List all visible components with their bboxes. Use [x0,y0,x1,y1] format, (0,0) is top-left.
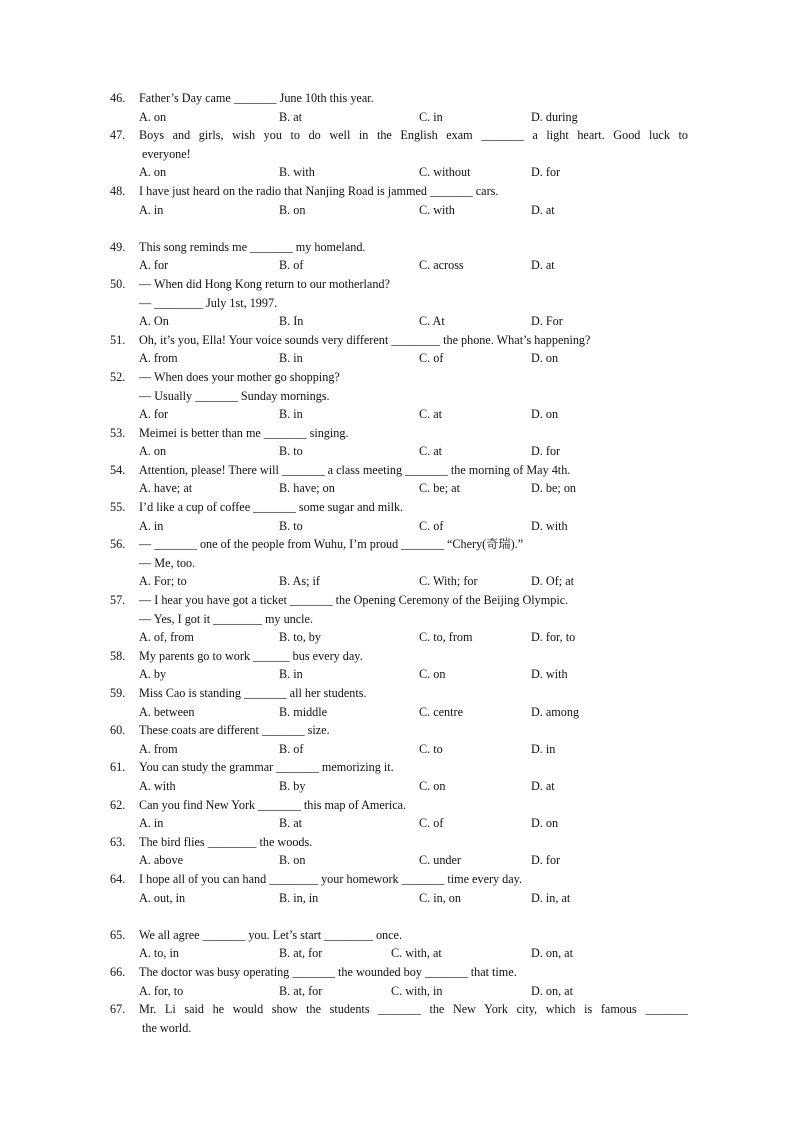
option-a[interactable]: A. On [139,314,169,329]
option-b[interactable]: B. In [279,314,304,329]
question-number: 52. [110,369,126,384]
option-c[interactable]: C. on [419,778,446,793]
option-b[interactable]: B. in [279,667,303,682]
option-c[interactable]: C. of [419,518,444,533]
option-a[interactable]: A. to, in [139,946,179,961]
option-c[interactable]: C. to [419,741,443,756]
question-stem: Boys and girls, wish you to do well in the English exam _______ a light heart. Good luck to [139,128,688,143]
option-a[interactable]: A. of, from [139,630,194,645]
option-c[interactable]: C. of [419,351,444,366]
question-52 [0,368,793,424]
question-number: 66. [110,964,126,979]
question-stem: Mr. Li said he would show the students _______ the New York city, which is famous _______ [139,1002,688,1017]
question-57 [0,591,793,647]
option-b[interactable]: B. of [279,258,304,273]
question-64 [0,870,793,907]
question-66 [0,963,793,1000]
option-b[interactable]: B. at [279,109,303,124]
option-d[interactable]: D. for [531,444,561,459]
option-d[interactable]: D. Of; at [531,574,574,589]
option-a[interactable]: A. in [139,816,164,831]
question-number: 62. [110,797,126,812]
option-d[interactable]: D. on [531,351,559,366]
blank-spacer [0,219,793,238]
question-53 [0,424,793,461]
option-c[interactable]: C. At [419,314,445,329]
question-58 [0,647,793,684]
option-b[interactable]: B. in, in [279,890,319,905]
option-d[interactable]: D. in, at [531,890,571,905]
option-c[interactable]: C. at [419,407,443,422]
question-stem: You can study the grammar _______ memorizing it. [139,760,394,775]
option-c[interactable]: C. without [419,165,471,180]
question-56 [0,535,793,591]
question-49 [0,238,793,275]
option-a[interactable]: A. with [139,778,176,793]
option-a[interactable]: A. for [139,258,169,273]
option-a[interactable]: A. above [139,853,183,868]
option-a[interactable]: A. on [139,444,167,459]
option-c[interactable]: C. with [419,202,455,217]
question-number: 63. [110,834,126,849]
option-a[interactable]: A. from [139,351,178,366]
question-59 [0,684,793,721]
option-d[interactable]: D. at [531,258,555,273]
question-number: 47. [110,128,126,143]
option-c[interactable]: C. centre [419,704,463,719]
question-number: 54. [110,462,126,477]
question-stem: — _______ one of the people from Wuhu, I’m proud _______ “Chery(奇瑞).” [139,537,524,552]
question-stem-reply: — Usually _______ Sunday mornings. [139,388,330,403]
question-stem-reply: — Me, too. [139,555,196,570]
question-number: 64. [110,871,126,886]
option-b[interactable]: B. As; if [279,574,320,589]
exercise-page [0,89,793,1037]
option-b[interactable]: B. with [279,165,315,180]
option-a[interactable]: A. out, in [139,890,186,905]
question-stem: Father’s Day came _______ June 10th this year. [139,91,374,105]
option-c[interactable]: C. with, at [391,946,442,961]
option-d[interactable]: D. at [531,778,555,793]
option-a[interactable]: A. for [139,407,169,422]
option-c[interactable]: C. in [419,109,443,124]
option-b[interactable]: B. of [279,741,304,756]
option-c[interactable]: C. on [419,667,446,682]
option-d[interactable]: D. among [531,704,580,719]
question-55 [0,498,793,535]
question-number: 56. [110,537,126,552]
option-d[interactable]: D. at [531,202,555,217]
option-b[interactable]: B. to [279,444,303,459]
option-a[interactable]: A. on [139,109,167,124]
question-stem-reply: — ________ July 1st, 1997. [139,295,278,310]
question-stem: This song reminds me _______ my homeland. [139,239,366,254]
option-a[interactable]: A. have; at [139,481,193,496]
option-b[interactable]: B. at, for [279,946,323,961]
option-b[interactable]: B. in [279,407,303,422]
blank-spacer [0,907,793,926]
question-stem: — When did Hong Kong return to our motherland? [139,276,390,291]
question-51 [0,331,793,368]
question-50 [0,275,793,331]
option-a[interactable]: A. on [139,165,167,180]
option-d[interactable]: D. for, to [531,630,576,645]
option-c[interactable]: C. be; at [419,481,460,496]
question-stem: My parents go to work ______ bus every day. [139,648,363,663]
option-b[interactable]: B. have; on [279,481,335,496]
question-number: 58. [110,648,126,663]
option-d[interactable]: D. For [531,314,563,329]
question-number: 61. [110,760,126,775]
question-stem: Can you find New York _______ this map of America. [139,797,407,812]
question-stem: Miss Cao is standing _______ all her students. [139,686,367,700]
question-60 [0,721,793,758]
question-stem: Meimei is better than me _______ singing. [139,425,349,440]
option-b[interactable]: B. on [279,202,306,217]
option-d[interactable]: D. with [531,667,568,682]
question-stem: — When does your mother go shopping? [139,369,340,384]
option-d[interactable]: D. for [531,853,561,868]
question-62 [0,796,793,833]
option-d[interactable]: D. be; on [531,481,577,496]
option-c[interactable]: C. in, on [419,890,461,905]
option-a[interactable]: A. in [139,202,164,217]
question-number: 65. [110,927,126,942]
question-stem: The bird flies ________ the woods. [139,834,313,849]
option-c[interactable]: C. under [419,853,461,868]
question-number: 49. [110,239,126,254]
question-stem: I hope all of you can hand ________ your homework _______ time every day. [139,871,523,886]
option-b[interactable]: B. at, for [279,983,323,998]
question-number: 50. [110,276,126,291]
option-b[interactable]: B. on [279,853,306,868]
option-d[interactable]: D. for [531,165,561,180]
question-number: 55. [110,500,126,515]
option-c[interactable]: C. With; for [419,574,478,589]
option-b[interactable]: B. to [279,518,303,533]
question-63 [0,833,793,870]
option-d[interactable]: D. on, at [531,946,573,961]
option-c[interactable]: C. across [419,258,464,273]
question-67 [0,1000,793,1037]
option-d[interactable]: D. on [531,816,559,831]
option-a[interactable]: A. between [139,704,195,719]
question-number: 67. [110,1002,126,1017]
option-d[interactable]: D. during [531,109,578,124]
question-47 [0,126,793,182]
option-c[interactable]: C. with, in [391,983,443,998]
option-b[interactable]: B. in [279,351,303,366]
question-number: 59. [110,686,126,700]
question-number: 57. [110,593,126,608]
question-stem: I have just heard on the radio that Nanjing Road is jammed _______ cars. [139,183,499,198]
question-46 [0,89,793,126]
question-stem: We all agree _______ you. Let’s start ________ once. [139,927,403,942]
question-number: 46. [110,91,126,105]
question-stem-reply: — Yes, I got it ________ my uncle. [139,611,314,626]
question-number: 60. [110,723,126,738]
option-d[interactable]: D. on, at [531,983,573,998]
question-number: 51. [110,332,126,347]
question-54 [0,461,793,498]
option-b[interactable]: B. middle [279,704,328,719]
option-c[interactable]: C. at [419,444,443,459]
option-d[interactable]: D. on [531,407,559,422]
option-a[interactable]: A. by [139,667,167,682]
question-stem-continued: the world. [142,1020,192,1035]
option-d[interactable]: D. in [531,741,556,756]
question-48 [0,182,793,219]
question-stem-continued: everyone! [142,146,191,161]
question-number: 48. [110,183,126,198]
question-stem: Attention, please! There will _______ a class meeting _______ the morning of May 4th. [139,462,571,477]
question-stem: I’d like a cup of coffee _______ some sugar and milk. [139,500,404,515]
question-stem: Oh, it’s you, Ella! Your voice sounds very different ________ the phone. What’s happening? [139,332,591,347]
option-a[interactable]: A. from [139,741,178,756]
question-stem: The doctor was busy operating _______ the wounded boy _______ that time. [139,964,517,979]
question-61 [0,758,793,795]
option-c[interactable]: C. of [419,816,444,831]
option-a[interactable]: A. for, to [139,983,184,998]
question-number: 53. [110,425,126,440]
question-65 [0,926,793,963]
question-stem: — I hear you have got a ticket _______ the Opening Ceremony of the Beijing Olympic. [139,593,569,608]
option-a[interactable]: A. For; to [139,574,187,589]
question-stem: These coats are different _______ size. [139,723,330,738]
option-b[interactable]: B. to, by [279,630,321,645]
option-b[interactable]: B. by [279,778,306,793]
option-a[interactable]: A. in [139,518,164,533]
option-b[interactable]: B. at [279,816,303,831]
option-c[interactable]: C. to, from [419,630,473,645]
option-d[interactable]: D. with [531,518,568,533]
